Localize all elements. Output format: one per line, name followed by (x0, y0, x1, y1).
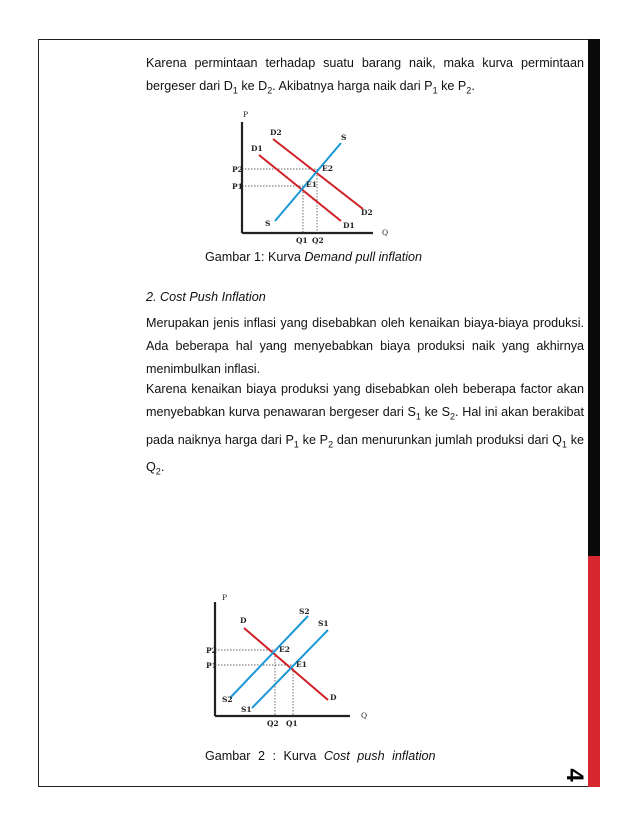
para3-line: Karena kenaikan biaya produksi yang disebabkan oleh beberapa factor akan (146, 382, 584, 396)
label-s-top: S (341, 133, 347, 142)
label-s2-bottom: S2 (222, 695, 233, 704)
label-q1: Q1 (286, 719, 298, 728)
label-d1-bottom: D1 (343, 221, 355, 230)
label-d1-top: D1 (251, 144, 263, 153)
label-s-bottom: S (265, 219, 271, 228)
caption2-prefix: Gambar 2 : Kurva (205, 749, 324, 763)
paragraph-supply-shift (146, 378, 584, 484)
label-q2: Q2 (312, 236, 324, 245)
label-d2-top: D2 (270, 128, 282, 137)
label-d-top: D (240, 616, 247, 625)
caption1-prefix: Gambar 1: Kurva (205, 250, 305, 264)
label-q2: Q2 (267, 719, 279, 728)
label-d2-bottom: D2 (361, 208, 373, 217)
label-p2: P2 (232, 165, 243, 174)
caption-figure-1 (205, 250, 422, 264)
label-s2-top: S2 (299, 607, 310, 616)
figure-cost-push (200, 590, 385, 735)
paragraph-demand-shift (146, 52, 584, 103)
axis-label-p: P (222, 593, 228, 602)
para2-line: menimbulkan inflasi. (146, 362, 261, 376)
label-d-bottom: D (330, 693, 337, 702)
label-p1: P1 (206, 661, 217, 670)
caption-figure-2 (205, 749, 436, 763)
label-e1: E1 (296, 660, 307, 669)
para3-line: menyebabkan kurva penawaran bergeser dari $S_1$ ke $S_2$. Hal ini akan berakibat (146, 405, 584, 422)
label-p1: P1 (232, 182, 243, 191)
para2-line: Ada beberapa hal yang menyebabkan biaya produksi naik yang akhirnya (146, 339, 584, 353)
label-s1-top: S1 (318, 619, 329, 628)
supply-curve-s2 (230, 616, 308, 698)
para1-line: Karena permintaan terhadap suatu barang naik, maka kurva permintaan (146, 56, 584, 70)
label-p2: P2 (206, 646, 217, 655)
section-heading-cost-push: 2. Cost Push Inflation (146, 290, 266, 304)
para3-line: $Q_2$. (146, 460, 165, 477)
side-bar-black (588, 39, 600, 556)
axis-label-p: P (243, 110, 249, 119)
para2-line: Merupakan jenis inflasi yang disebabkan oleh kenaikan biaya-biaya produksi. (146, 316, 584, 330)
axis-label-q: Q (361, 711, 368, 720)
label-q1: Q1 (296, 236, 308, 245)
side-bar-red (588, 556, 600, 787)
figure-demand-pull (225, 105, 405, 250)
label-e2: E2 (279, 645, 290, 654)
axis-label-q: Q (382, 228, 389, 237)
page-number: 4 (561, 768, 588, 782)
paragraph-cost-push-definition (146, 312, 584, 381)
label-e2: E2 (322, 164, 333, 173)
para1-line: bergeser dari $D_1$ ke $D_2$. Akibatnya harga naik dari $P_1$ ke $P_2$. (146, 79, 475, 96)
para3-line: pada naiknya harga dari $P_1$ ke $P_2$ dan menurunkan jumlah produksi dari $Q_1$ ke (146, 432, 585, 450)
demand-curve-d2 (273, 139, 363, 209)
caption2-italic: Cost push inflation (323, 749, 436, 763)
label-e1: E1 (306, 180, 317, 189)
caption1-italic: Demand pull inflation (304, 250, 423, 264)
label-s1-bottom: S1 (241, 705, 252, 714)
supply-curve-s1 (252, 630, 328, 708)
